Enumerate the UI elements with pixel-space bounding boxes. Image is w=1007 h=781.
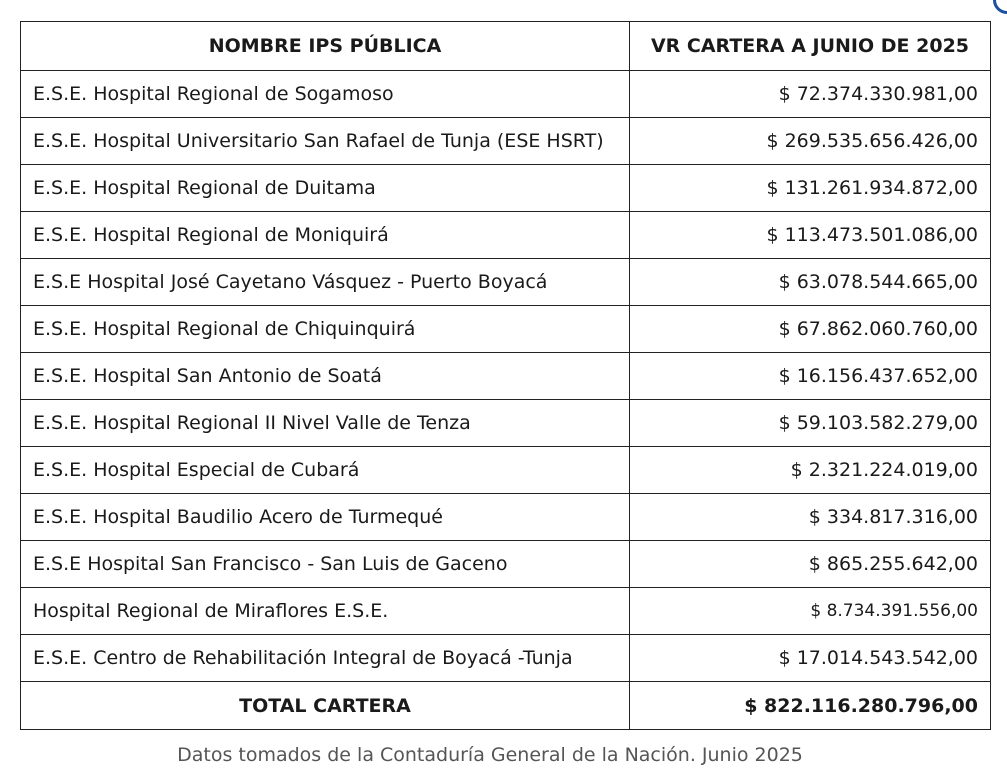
header-row	[21, 22, 991, 71]
table-row	[21, 400, 991, 447]
ips-name: E.S.E Hospital San Francisco - San Luis de Gaceno	[21, 541, 630, 588]
header-name: NOMBRE IPS PÚBLICA	[21, 22, 630, 71]
cartera-value: $ 59.103.582.279,00	[630, 400, 991, 447]
cartera-value: $ 113.473.501.086,00	[630, 212, 991, 259]
ips-name: Hospital Regional de Miraflores E.S.E.	[21, 588, 630, 635]
table-row	[21, 306, 991, 353]
cartera-value: $ 865.255.642,00	[630, 541, 991, 588]
table-row	[21, 165, 991, 212]
total-value: $ 822.116.280.796,00	[630, 682, 991, 730]
source-note: Datos tomados de la Contaduría General de la Nación. Junio 2025	[177, 744, 803, 766]
table-row	[21, 541, 991, 588]
total-label: TOTAL CARTERA	[21, 682, 630, 730]
ips-name: E.S.E. Hospital Regional de Sogamoso	[21, 71, 630, 118]
table-row	[21, 118, 991, 165]
cartera-value: $ 334.817.316,00	[630, 494, 991, 541]
ips-name: E.S.E. Hospital Regional de Chiquinquirá	[21, 306, 630, 353]
header-value: VR CARTERA A JUNIO DE 2025	[630, 22, 991, 71]
cartera-value: $ 72.374.330.981,00	[630, 71, 991, 118]
cartera-table	[20, 21, 991, 730]
cartera-value: $ 2.321.224.019,00	[630, 447, 991, 494]
cartera-value: $ 63.078.544.665,00	[630, 259, 991, 306]
cartera-value: $ 67.862.060.760,00	[630, 306, 991, 353]
table-row	[21, 494, 991, 541]
table-row	[21, 259, 991, 306]
ips-name: E.S.E. Centro de Rehabilitación Integral de Boyacá -Tunja	[21, 635, 630, 682]
ips-name: E.S.E. Hospital Regional II Nivel Valle de Tenza	[21, 400, 630, 447]
ips-name: E.S.E. Hospital Regional de Duitama	[21, 165, 630, 212]
cartera-value: $ 16.156.437.652,00	[630, 353, 991, 400]
ips-name: E.S.E. Hospital San Antonio de Soatá	[21, 353, 630, 400]
table-row	[21, 353, 991, 400]
ips-name: E.S.E. Hospital Universitario San Rafael de Tunja (ESE HSRT)	[21, 118, 630, 165]
table-row	[21, 447, 991, 494]
table-row	[21, 71, 991, 118]
cartera-value: $ 17.014.543.542,00	[630, 635, 991, 682]
ips-name: E.S.E Hospital José Cayetano Vásquez - Puerto Boyacá	[21, 259, 630, 306]
ips-name: E.S.E. Hospital Baudilio Acero de Turmequé	[21, 494, 630, 541]
table-row	[21, 588, 991, 635]
table-row	[21, 212, 991, 259]
table-body	[21, 71, 991, 730]
corner-decoration	[993, 0, 1007, 14]
ips-name: E.S.E. Hospital Regional de Moniquirá	[21, 212, 630, 259]
ips-name: E.S.E. Hospital Especial de Cubará	[21, 447, 630, 494]
table-row	[21, 635, 991, 682]
total-row	[21, 682, 991, 730]
cartera-value: $ 269.535.656.426,00	[630, 118, 991, 165]
cartera-value: $ 131.261.934.872,00	[630, 165, 991, 212]
cartera-value: $ 8.734.391.556,00	[630, 588, 991, 635]
